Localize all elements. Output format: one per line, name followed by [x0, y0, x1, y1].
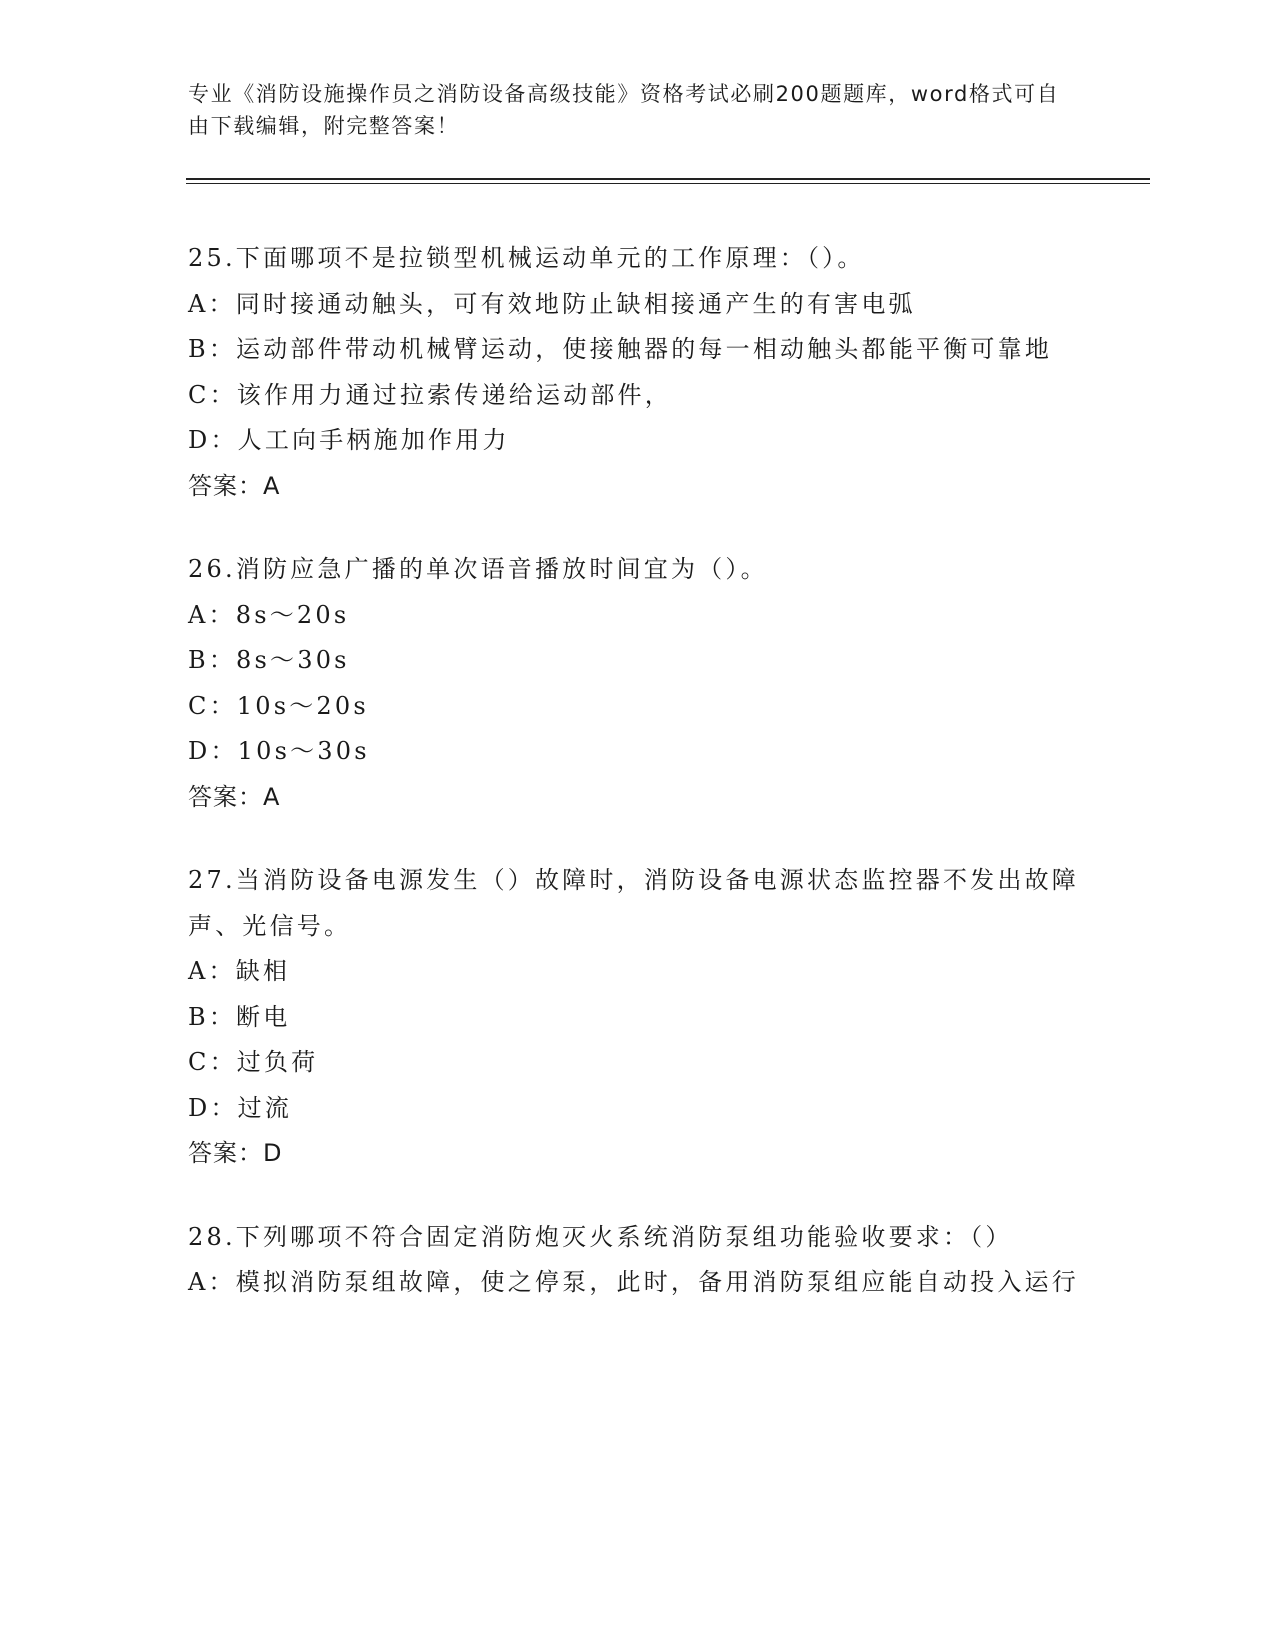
header-rule-thick	[186, 178, 1150, 180]
question-25	[188, 236, 1088, 509]
option-c: C：过负荷	[188, 1048, 319, 1076]
question-26	[188, 547, 1088, 820]
document-header: 专业《消防设施操作员之消防设备高级技能》资格考试必刷200题题库，word格式可自由下载编辑，附完整答案！	[188, 82, 1060, 138]
question-stem: 27.当消防设备电源发生（）故障时，消防设备电源状态监控器不发出故障声、光信号。	[188, 866, 1079, 940]
option-b: B：断电	[188, 1002, 291, 1031]
answer-line: 答案：D	[188, 1139, 283, 1167]
option-d: D：人工向手柄施加作用力	[188, 426, 510, 454]
option-a: A：模拟消防泵组故障，使之停泵，此时，备用消防泵组应能自动投入运行	[188, 1268, 1079, 1296]
option-a: A：同时接通动触头，可有效地防止缺相接通产生的有害电弧	[188, 289, 916, 318]
question-stem: 26.消防应急广播的单次语音播放时间宜为（）。	[188, 555, 768, 583]
answer-line: 答案：A	[188, 782, 281, 811]
option-c: C：该作用力通过拉索传递给运动部件，	[188, 380, 672, 409]
question-stem: 25.下面哪项不是拉锁型机械运动单元的工作原理：（）。	[188, 244, 865, 272]
header-rule-thin	[186, 183, 1150, 184]
question-list	[188, 236, 1088, 1344]
question-28	[188, 1215, 1088, 1306]
option-a: A：8s～20s	[188, 600, 350, 629]
option-c: C：10s～20s	[188, 691, 369, 720]
question-27	[188, 858, 1088, 1177]
answer-line: 答案：A	[188, 471, 281, 500]
option-d: D：过流	[188, 1093, 293, 1122]
option-b: B：8s～30s	[188, 646, 350, 674]
question-stem: 28.下列哪项不符合固定消防炮灭火系统消防泵组功能验收要求：（）	[188, 1222, 1013, 1251]
option-a: A：缺相	[188, 957, 291, 985]
option-d: D：10s～30s	[188, 737, 370, 765]
option-b: B：运动部件带动机械臂运动，使接触器的每一相动触头都能平衡可靠地	[188, 335, 1053, 363]
